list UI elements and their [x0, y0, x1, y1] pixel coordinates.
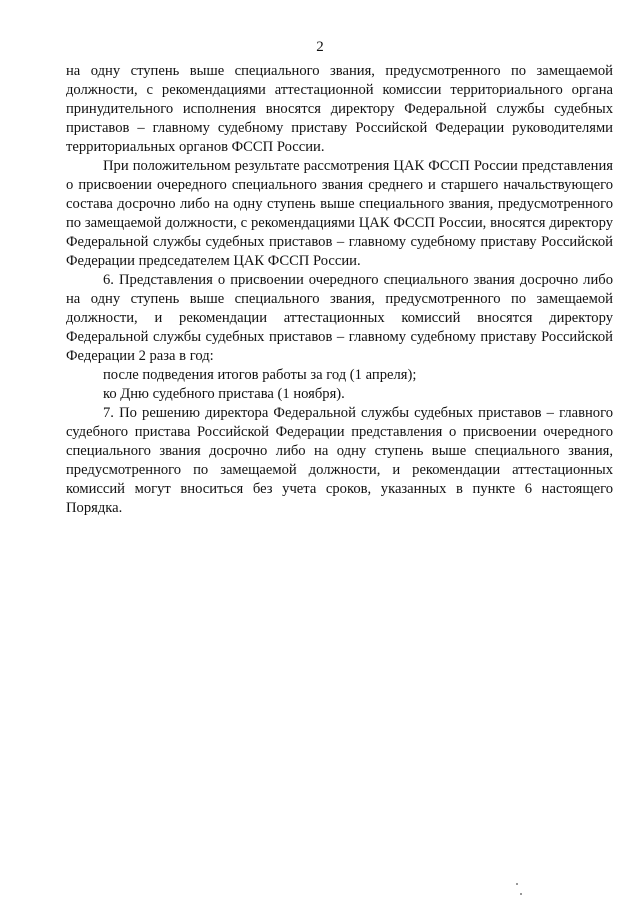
scan-speck: [516, 883, 518, 885]
document-body: [66, 62, 613, 518]
paragraph-item-6: 6. Представления о присвоении очередного специального звания досрочно либо на одну ступень выше специального звания, предусмотренного по замещаемой должности, и рекомендации аттестационных комиссий вносятся директору Федеральной службы судебных приставов – главному судебному приставу Российской Федерации 2 раза в год:: [66, 272, 613, 364]
paragraph-item-7: 7. По решению директора Федеральной службы судебных приставов – главного судебного пристава Российской Федерации представления о присвоении очередного специального звания досрочно либо на одну ступень выше специального звания, предусмотренного по замещаемой должности, и рекомендации аттестационных комиссий могут вноситься без учета сроков, указанных в пункте 6 настоящего Порядка.: [66, 405, 613, 516]
paragraph-cak-positive-result: При положительном результате рассмотрения ЦАК ФССП России представления о присвоении очередного специального звания среднего и старшего начальствующего состава досрочно либо на одну ступень выше специального звания, предусмотренного по замещаемой должности, с рекомендациями ЦАК ФССП России, вносятся директору Федеральной службы судебных приставов – главному судебному приставу Российской Федерации председателем ЦАК ФССП России.: [66, 158, 613, 269]
scan-speck: [520, 893, 522, 895]
list-item-after-year-results: после подведения итогов работы за год (1 апреля);: [103, 367, 417, 383]
list-item-bailiff-day: ко Дню судебного пристава (1 ноября).: [103, 386, 345, 402]
paragraph-continuation: на одну ступень выше специального звания, предусмотренного по замещаемой должности, с рекомендациями аттестационной комиссии территориального органа принудительного исполнения вносятся директору Федеральной службы судебных приставов – главному судебному приставу Российской Федерации руководителями территориальных органов ФССП России.: [66, 63, 613, 155]
page-number: 2: [316, 39, 324, 55]
